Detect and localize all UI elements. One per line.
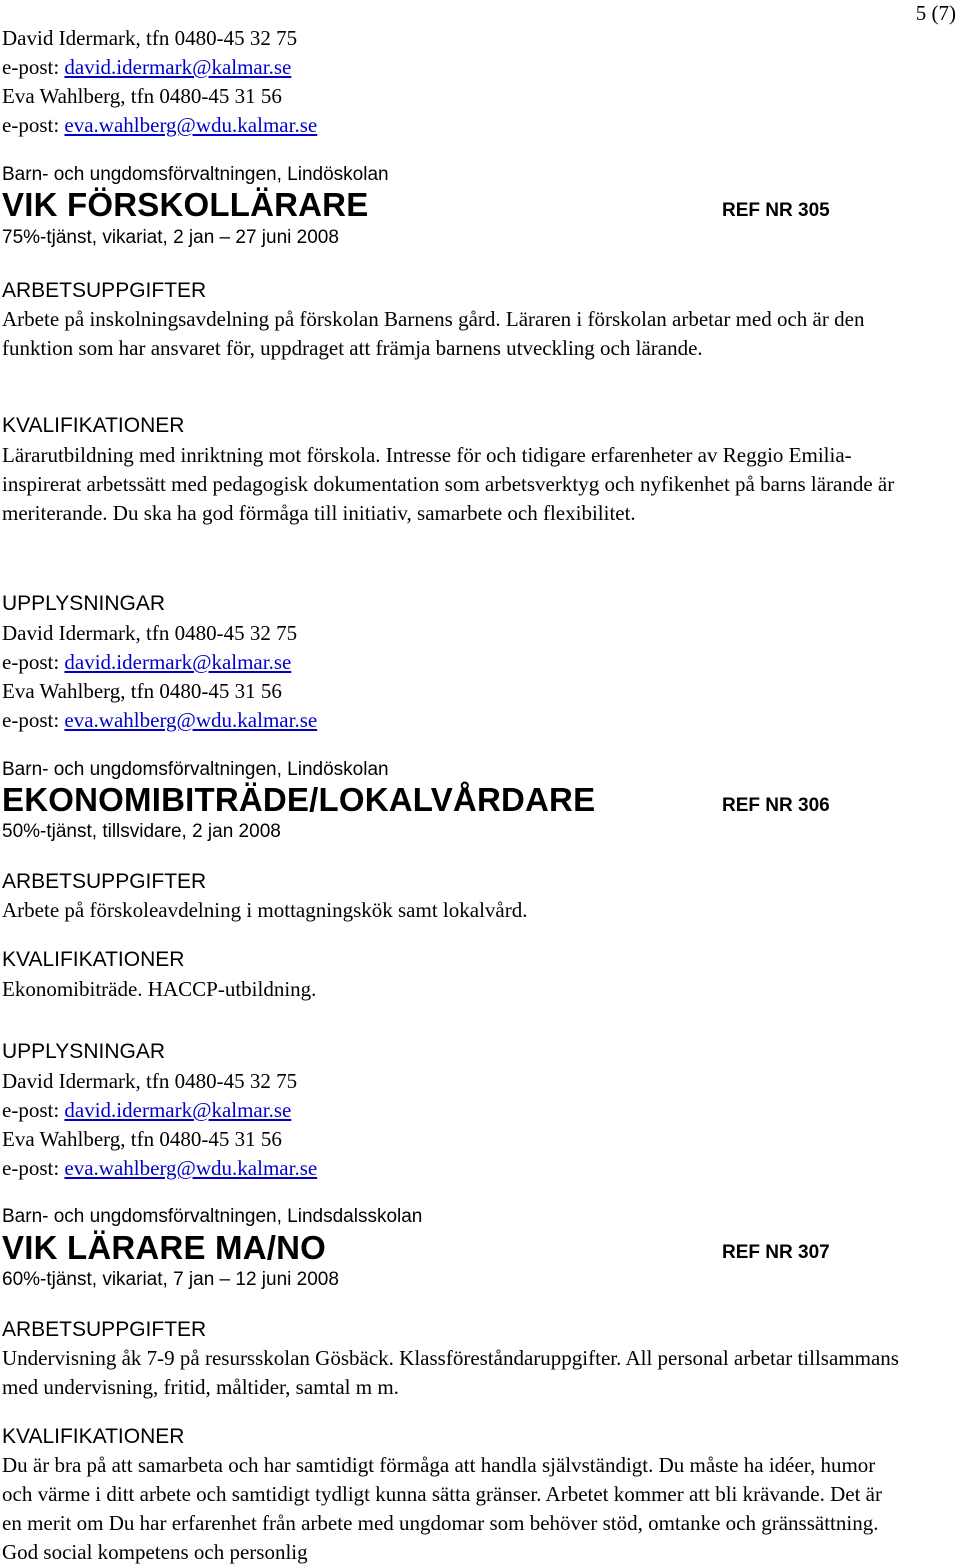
organization: Barn- och ungdomsförvaltningen, Lindöskolan bbox=[2, 759, 389, 780]
section-heading-tasks: ARBETSUPPGIFTER bbox=[2, 870, 207, 893]
contact-line: Eva Wahlberg, tfn 0480-45 31 56 bbox=[2, 1127, 282, 1151]
contact-line: David Idermark, tfn 0480-45 32 75 bbox=[2, 26, 298, 50]
section-heading-qualifications: KVALIFIKATIONER bbox=[2, 414, 185, 437]
tasks-text: Undervisning åk 7-9 på resursskolan Gösbäck. Klassföreståndaruppgifter. All personal arbetar tillsammans med undervisning, fritid, måltider, samtal m m. bbox=[2, 1346, 899, 1399]
section-heading-tasks: ARBETSUPPGIFTER bbox=[2, 279, 207, 302]
organization: Barn- och ungdomsförvaltningen, Lindsdalsskolan bbox=[2, 1206, 423, 1227]
contact-line: Eva Wahlberg, tfn 0480-45 31 56 bbox=[2, 679, 282, 703]
reference-number: REF NR 305 bbox=[722, 200, 830, 221]
email-link[interactable]: david.idermark@kalmar.se bbox=[64, 650, 292, 674]
contact-line: David Idermark, tfn 0480-45 32 75 bbox=[2, 621, 298, 645]
email-line bbox=[2, 1096, 291, 1125]
job-subtitle: 50%-tjänst, tillsvidare, 2 jan 2008 bbox=[2, 821, 281, 842]
email-line bbox=[2, 53, 291, 82]
email-label: e-post: bbox=[2, 1098, 65, 1122]
section-heading-info: UPPLYSNINGAR bbox=[2, 1040, 165, 1063]
job-title: VIK LÄRARE MA/NO bbox=[2, 1229, 327, 1266]
email-line bbox=[2, 706, 317, 735]
qualifications-text: Du är bra på att samarbeta och har samtidigt förmåga att handla självständigt. Du måste ha idéer, humor och värme i ditt arbete och samtidigt tydligt kunna sätta gränser. Arbetet kommer att bli krävande. Det är en merit om Du har erfarenhet från arbete med ungdomar som behöver stöd, omtanke och gränssättning. God social kompetens och personlig bbox=[2, 1453, 882, 1564]
job-subtitle: 75%-tjänst, vikariat, 2 jan – 27 juni 2008 bbox=[2, 227, 339, 248]
email-link[interactable]: eva.wahlberg@wdu.kalmar.se bbox=[64, 113, 318, 137]
reference-number: REF NR 307 bbox=[722, 1242, 830, 1263]
section-heading-tasks: ARBETSUPPGIFTER bbox=[2, 1318, 207, 1341]
contact-line: Eva Wahlberg, tfn 0480-45 31 56 bbox=[2, 84, 282, 108]
reference-number: REF NR 306 bbox=[722, 795, 830, 816]
email-line bbox=[2, 648, 291, 677]
email-label: e-post: bbox=[2, 708, 65, 732]
job-subtitle: 60%-tjänst, vikariat, 7 jan – 12 juni 2008 bbox=[2, 1269, 339, 1290]
page-number: 5 (7) bbox=[915, 1, 956, 25]
email-link[interactable]: eva.wahlberg@wdu.kalmar.se bbox=[64, 708, 318, 732]
email-link[interactable]: david.idermark@kalmar.se bbox=[64, 1098, 292, 1122]
email-label: e-post: bbox=[2, 650, 65, 674]
section-heading-qualifications: KVALIFIKATIONER bbox=[2, 948, 185, 971]
section-heading-qualifications: KVALIFIKATIONER bbox=[2, 1425, 185, 1448]
section-heading-info: UPPLYSNINGAR bbox=[2, 592, 165, 615]
email-label: e-post: bbox=[2, 113, 65, 137]
qualifications-text: Ekonomibiträde. HACCP-utbildning. bbox=[2, 977, 317, 1001]
qualifications-text: Lärarutbildning med inriktning mot förskola. Intresse för och tidigare erfarenheter av Reggio Emilia-inspirerat arbetssätt med pedagogisk dokumentation som arbetsverktyg och nyfikenhet på barns lärande är meriterande. Du ska ha god förmåga till initiativ, samarbete och flexibilitet. bbox=[2, 443, 895, 525]
email-link[interactable]: david.idermark@kalmar.se bbox=[64, 55, 292, 79]
email-line bbox=[2, 1154, 317, 1183]
contact-line: David Idermark, tfn 0480-45 32 75 bbox=[2, 1069, 298, 1093]
organization: Barn- och ungdomsförvaltningen, Lindöskolan bbox=[2, 164, 389, 185]
job-title: EKONOMIBITRÄDE/LOKALVÅRDARE bbox=[2, 781, 596, 818]
email-link[interactable]: eva.wahlberg@wdu.kalmar.se bbox=[64, 1156, 318, 1180]
email-line bbox=[2, 111, 317, 140]
email-label: e-post: bbox=[2, 55, 65, 79]
job-title: VIK FÖRSKOLLÄRARE bbox=[2, 186, 369, 223]
tasks-text: Arbete på inskolningsavdelning på förskolan Barnens gård. Läraren i förskolan arbetar med och är den funktion som har ansvaret för, uppdraget att främja barnens utveckling och lärande. bbox=[2, 307, 865, 360]
tasks-text: Arbete på förskoleavdelning i mottagningskök samt lokalvård. bbox=[2, 898, 528, 922]
email-label: e-post: bbox=[2, 1156, 65, 1180]
